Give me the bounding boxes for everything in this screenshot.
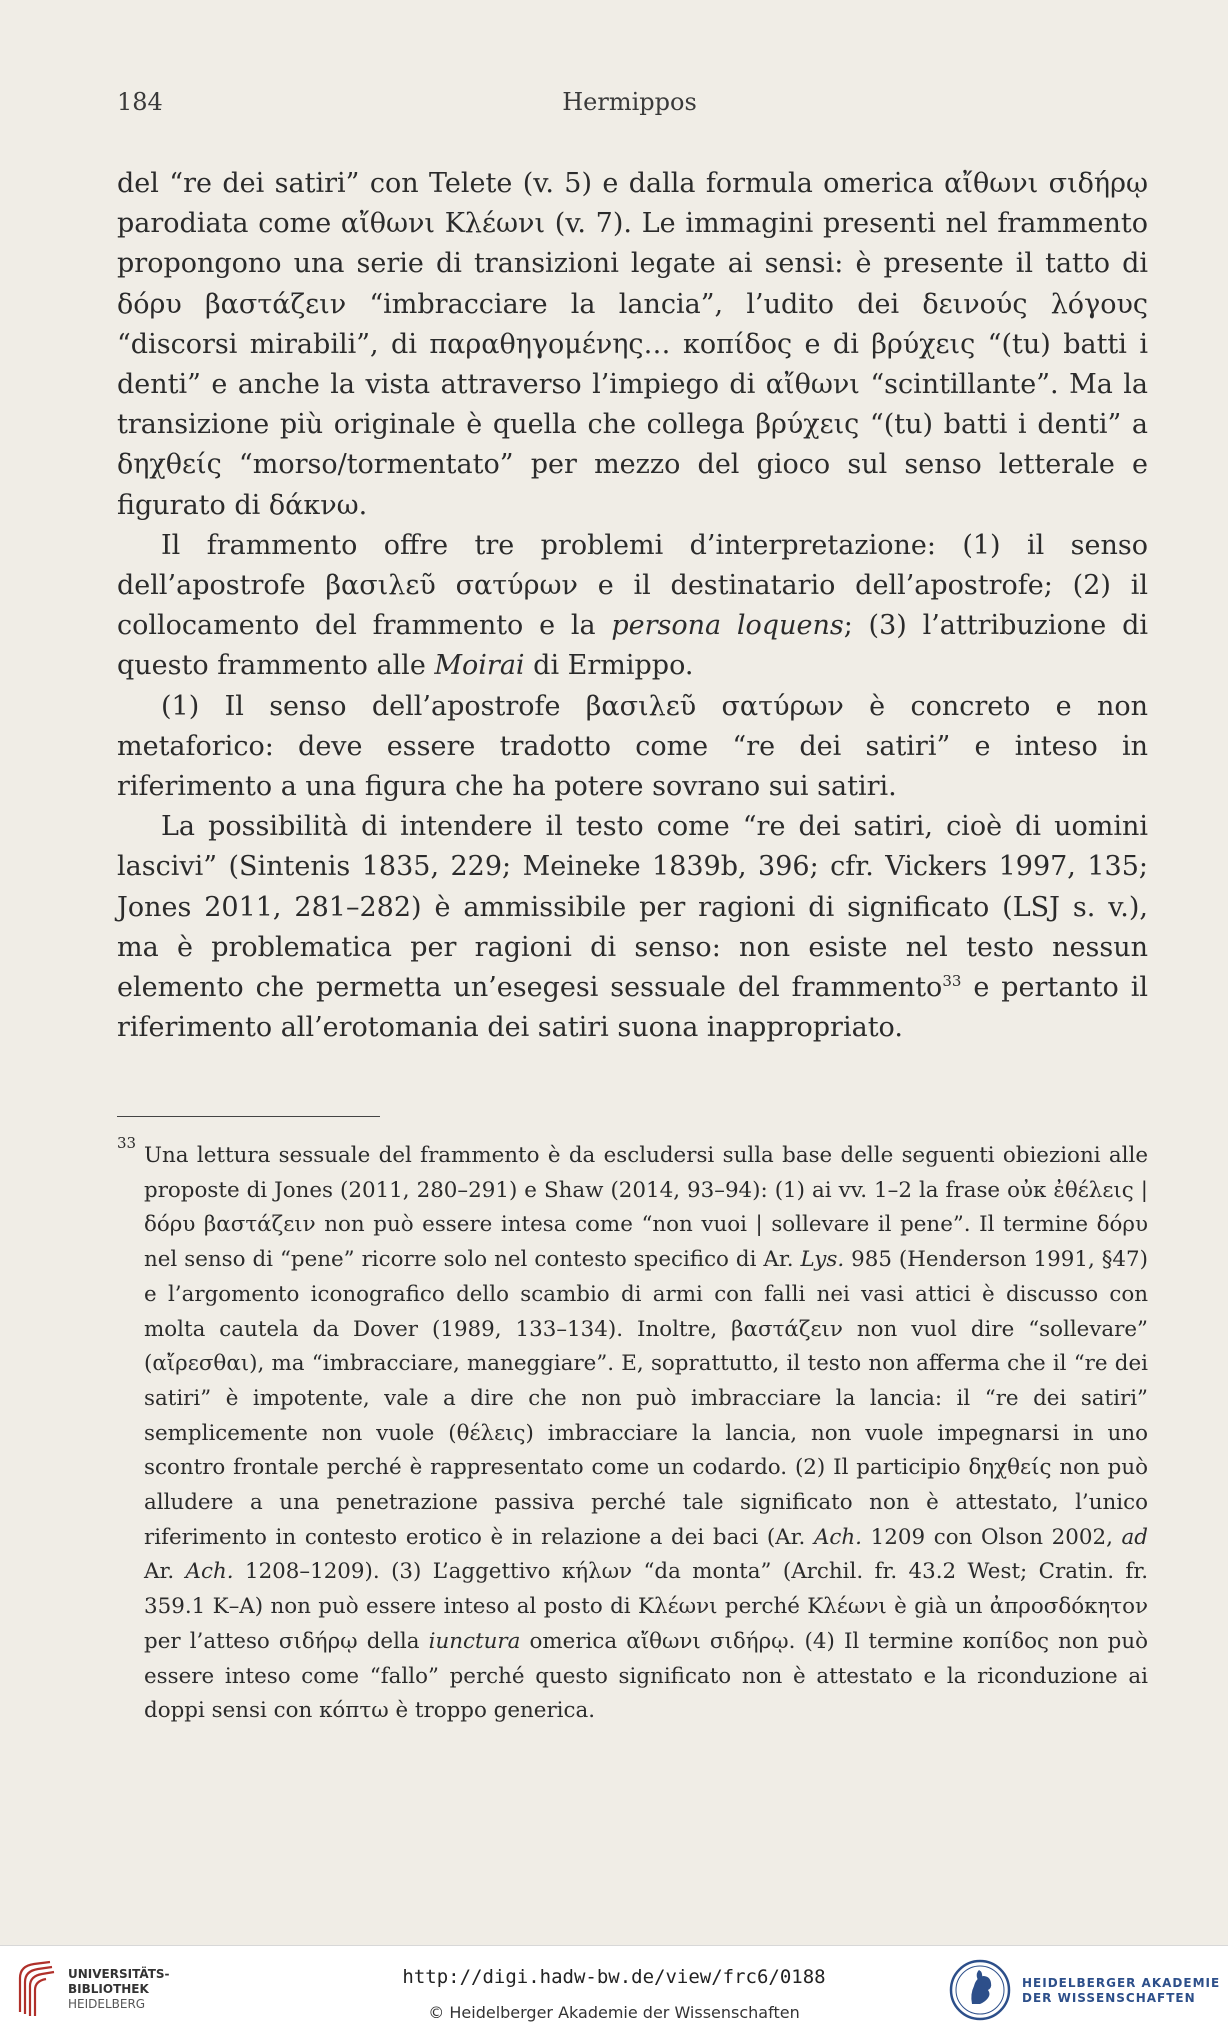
footnote-divider [117, 1116, 380, 1117]
main-text [117, 164, 1148, 1048]
text-run: Il frammento offre tre problemi d’interpretazione: (1) il senso dell’apostrofe βασιλεῦ σατύρων e il destinatario dell’apostrofe; (2) il collocamento del frammento e la [117, 529, 1148, 642]
academy-seal-icon[interactable] [948, 1958, 1012, 2022]
paragraph [117, 526, 1148, 687]
text-run: del “re dei satiri” con Telete (v. 5) e dalla formula omerica αἴθωνι σιδήρῳ parodiata come αἴθωνι Κλέωνι (v. 7). Le immagini presenti nel frammento propongono una serie di transizioni legate ai sensi: è presente il tatto di δόρυ βαστάζειν “imbracciare la lancia”, l’udito dei δεινούς λόγους “discorsi mirabili”, di παραθηγομένης… κοπίδος e di βρύχεις “(tu) batti i denti” e anche la vista attraverso l’impiego di αἴθωνι “scintillante”. Ma la transizione più originale è quella che collega βρύχεις “(tu) batti i denti” a δηχθείς “morso/tormentato” per mezzo del gioco sul senso letterale e figurato di δάκνω. [117, 168, 1148, 521]
footnote-reference[interactable]: 33 [942, 972, 962, 991]
italic-text: Ach. [813, 1524, 862, 1550]
text-run: 1209 con Olson 2002, [861, 1524, 1122, 1550]
footnote-33 [117, 1134, 1149, 1729]
text-run: 985 (Henderson 1991, §47) e l’argomento iconografico dello scambio di armi con falli nei vasi attici è discusso con molta cautela da Dover (1989, 133–134). Inoltre, βαστάζειν non vuol dire “sollevare” (αἴρεσθαι), ma “imbracciare, maneggiare”. E, soprattutto, il testo non afferma che il “re dei satiri” è impotente, vale a dire che non può imbracciare la lancia: il “re dei satiri” semplicemente non vuole (θέλεις) imbracciare la lancia, non vuole impegnarsi in uno scontro frontale perché è rappresentato come un codardo. (2) Il participio δηχθείς non può alludere a una penetrazione passiva perché tale significato non è attestato, l’unico riferimento in contesto erotico è in relazione a dei baci (Ar. [144, 1247, 1148, 1550]
paragraph [117, 807, 1148, 1048]
footnote-number: 33 [117, 1134, 137, 1152]
italic-text: Lys. [800, 1247, 845, 1273]
academy-name[interactable] [1022, 1976, 1220, 2006]
copyright-notice: © Heidelberger Akademie der Wissenschaften [428, 2003, 800, 2022]
library-name[interactable] [68, 1967, 170, 2012]
text-run: La possibilità di intendere il testo come “re dei satiri, cioè di uomini lascivi” (Sintenis 1835, 229; Meineke 1839b, 396; cfr. Vickers 1997, 135; Jones 2011, 281–282) è ammissibile per ragioni di significato (LSJ s. v.), ma è problematica per ragioni di senso: non esiste nel testo nessun elemento che permetta un’esegesi sessuale del frammento [117, 811, 1148, 1004]
running-head: Hermippos [562, 88, 697, 116]
library-name-line2: BIBLIOTHEK [68, 1982, 149, 1996]
text-run: Una lettura sessuale del frammento è da escludersi sulla base delle seguenti obiezioni alle proposte di Jones (2011, 280–291) e Shaw (2014, 93–94): (1) ai vv. 1–2 la frase οὐκ ἐθέλεις | δόρυ βαστάζειν non può essere intesa come “non vuoi | sollevare il pene”. Il termine δόρυ nel senso di “pene” ricorre solo nel contesto specifico di Ar. [144, 1143, 1148, 1273]
paragraph [117, 687, 1148, 808]
italic-text: Moirai [434, 650, 525, 682]
text-run: omerica αἴθωνι σιδήρῳ. (4) Il termine κοπίδος non può essere inteso come “fallo” perché questo significato non è attestato e la riconduzione ai doppi sensi con κόπτω è troppo generica. [144, 1628, 1148, 1724]
permalink-url[interactable]: http://digi.hadw-bw.de/view/frc6/0188 [402, 1966, 826, 1988]
text-run: e pertanto il riferimento all’erotomania dei satiri suona inappropriato. [117, 972, 1148, 1044]
page-number: 184 [117, 88, 163, 116]
academy-name-line2: DER WISSENSCHAFTEN [1022, 1991, 1196, 2005]
text-run: ; (3) l’attribuzione di questo frammento alle [117, 610, 1148, 682]
viewer-footer [0, 1945, 1228, 2034]
library-city: HEIDELBERG [68, 1997, 146, 2011]
footnote-text [144, 1139, 1148, 1729]
academy-name-line1: HEIDELBERGER AKADEMIE [1022, 1976, 1221, 1990]
text-run: di Ermippo. [524, 650, 694, 682]
italic-text: iunctura [428, 1628, 521, 1654]
text-run: (1) Il senso dell’apostrofe βασιλεῦ σατύρων è concreto e non metaforico: deve essere tradotto come “re dei satiri” e inteso in riferimento a una figura che ha potere sovrano sui satiri. [117, 690, 1148, 803]
text-run: 1208–1209). (3) L’aggettivo κήλων “da monta” (Archil. fr. 43.2 West; Cratin. fr. 359.1 K–A) non può essere inteso al posto di Κλέωνι perché Κλέωνι è già un ἀπροσδόκητον per l’atteso σιδήρῳ della [144, 1559, 1149, 1654]
italic-text: Ach. [185, 1559, 234, 1585]
library-name-line1: UNIVERSITÄTS- [68, 1967, 170, 1981]
page-header [117, 88, 1148, 128]
university-library-logo-icon[interactable] [14, 1956, 58, 2020]
italic-text: persona loquens [611, 610, 844, 642]
text-run: Ar. [144, 1559, 186, 1585]
paragraph [117, 164, 1148, 526]
italic-text: ad [1121, 1524, 1148, 1550]
